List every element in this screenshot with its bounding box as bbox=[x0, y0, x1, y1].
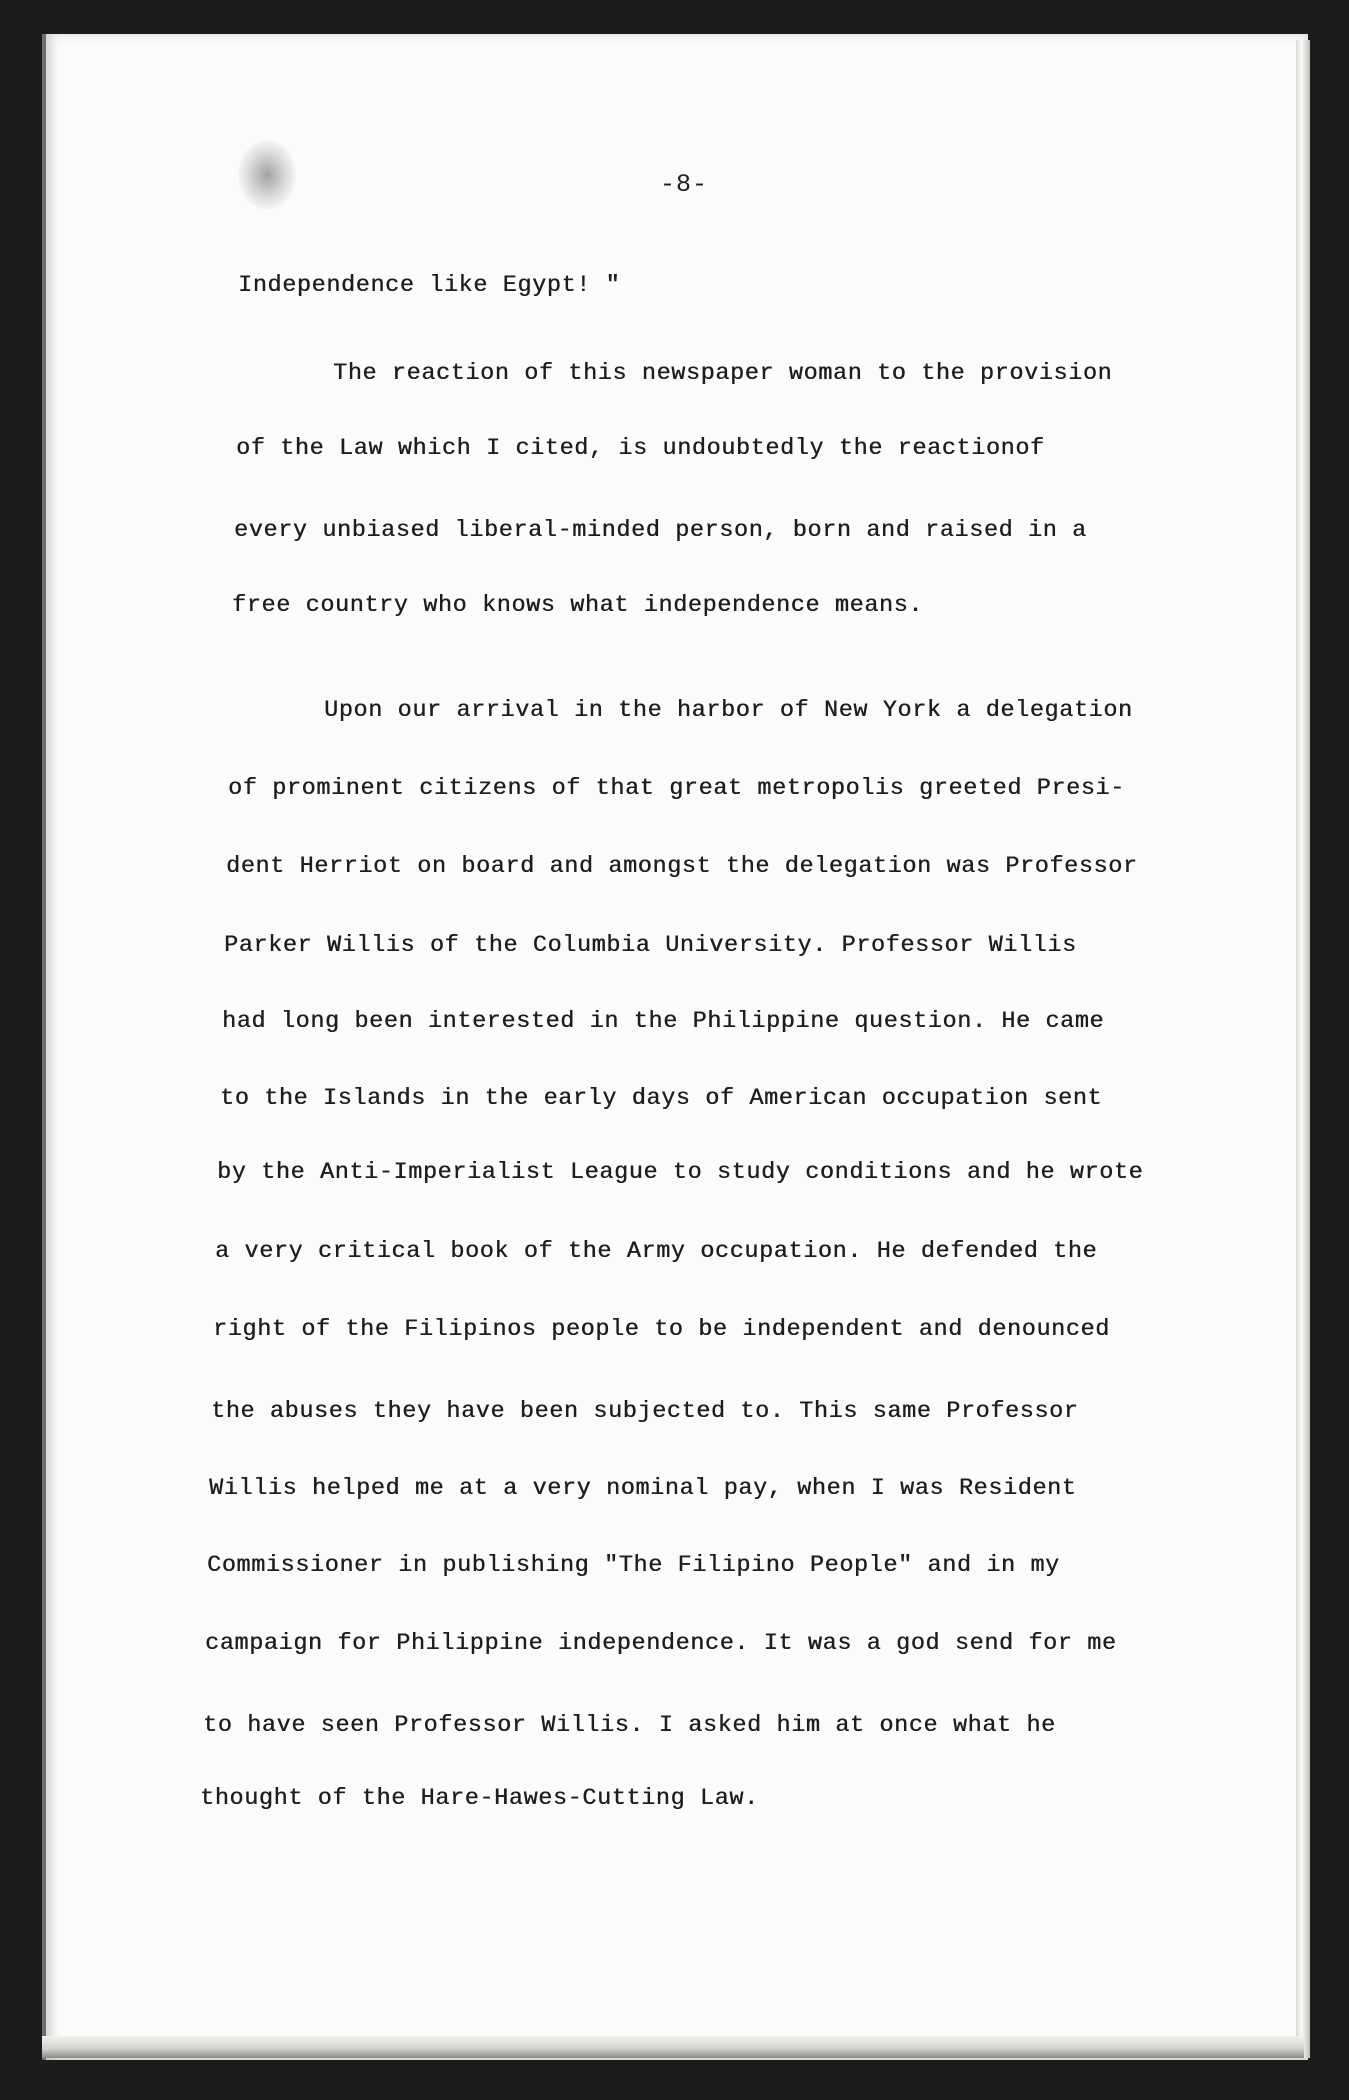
text-line: right of the Filipinos people to be independent and denounced bbox=[213, 1316, 1110, 1343]
text-line: free country who knows what independence means. bbox=[232, 592, 924, 619]
text-line: Willis helped me at a very nominal pay, when I was Resident bbox=[209, 1475, 1077, 1502]
text-line: The reaction of this newspaper woman to the provision bbox=[333, 360, 1113, 387]
page-edge-bottom bbox=[42, 2036, 1304, 2058]
page-edge-right bbox=[1296, 40, 1310, 2058]
typewritten-page bbox=[42, 34, 1308, 2060]
text-line: of the Law which I cited, is undoubtedly the reactionof bbox=[236, 435, 1045, 462]
text-line: Parker Willis of the Columbia University. Professor Willis bbox=[224, 932, 1077, 959]
ink-smudge bbox=[238, 140, 296, 210]
text-line: by the Anti-Imperialist League to study conditions and he wrote bbox=[217, 1159, 1144, 1186]
text-line: the abuses they have been subjected to. This same Professor bbox=[211, 1398, 1079, 1425]
page-number: -8- bbox=[660, 170, 709, 199]
text-line: dent Herriot on board and amongst the delegation was Professor bbox=[226, 853, 1138, 880]
text-line: a very critical book of the Army occupation. He defended the bbox=[215, 1238, 1098, 1265]
text-line: to the Islands in the early days of American occupation sent bbox=[220, 1085, 1103, 1112]
text-line: every unbiased liberal-minded person, born and raised in a bbox=[234, 517, 1087, 544]
text-line: to have seen Professor Willis. I asked him at once what he bbox=[203, 1712, 1056, 1739]
text-line: had long been interested in the Philippine question. He came bbox=[222, 1008, 1105, 1035]
text-line: thought of the Hare-Hawes-Cutting Law. bbox=[200, 1785, 759, 1812]
text-line: Upon our arrival in the harbor of New York a delegation bbox=[324, 697, 1133, 724]
text-line: Commissioner in publishing "The Filipino People" and in my bbox=[207, 1552, 1060, 1579]
text-line: campaign for Philippine independence. It was a god send for me bbox=[205, 1630, 1117, 1657]
text-line: Independence like Egypt! " bbox=[238, 272, 621, 299]
text-line: of prominent citizens of that great metropolis greeted Presi- bbox=[228, 775, 1125, 802]
